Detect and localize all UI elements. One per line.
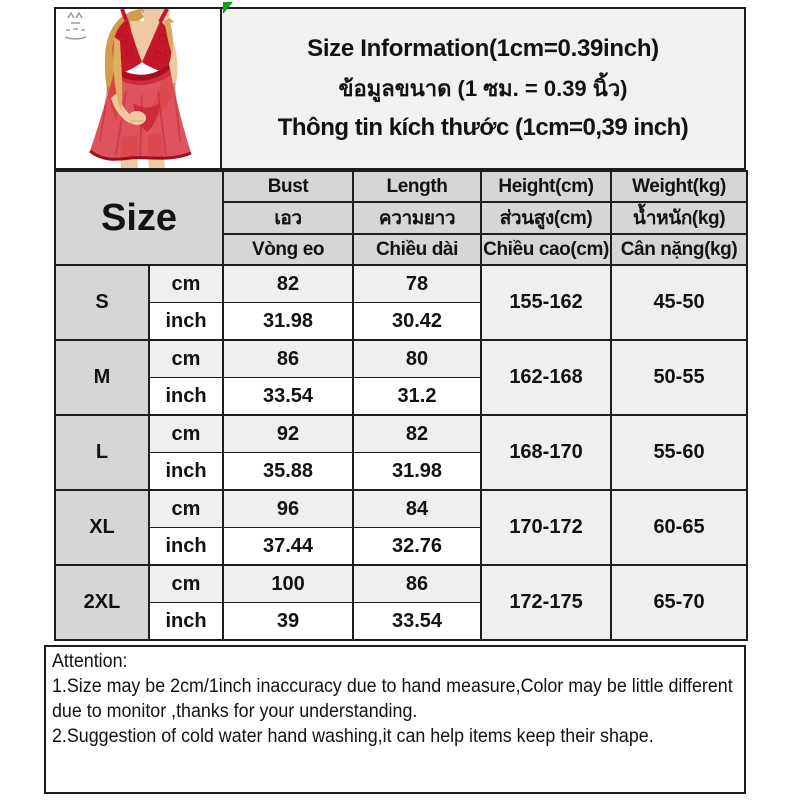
weight-value: 50-55 [611,340,747,415]
bust-inch-value: 35.88 [223,453,353,491]
size-label: 2XL [55,565,149,640]
unit-label-cm: cm [149,415,223,453]
col-header-bust-en: Bust [223,171,353,202]
weight-value: 55-60 [611,415,747,490]
length-cm-value: 80 [353,340,481,378]
bust-cm-value: 86 [223,340,353,378]
height-value: 172-175 [481,565,611,640]
size-info-title-block [222,7,746,170]
bust-cm-value: 100 [223,565,353,603]
size-label: XL [55,490,149,565]
attention-heading: Attention: [52,651,128,672]
unit-label-cm: cm [149,340,223,378]
col-header-weight-en: Weight(kg) [611,171,747,202]
col-header-length-en: Length [353,171,481,202]
unit-label-inch: inch [149,528,223,566]
unit-label-cm: cm [149,565,223,603]
unit-label-cm: cm [149,265,223,303]
length-inch-value: 32.76 [353,528,481,566]
height-value: 168-170 [481,415,611,490]
size-label: S [55,265,149,340]
bust-inch-value: 33.54 [223,378,353,416]
product-photo [54,7,222,170]
weight-value: 60-65 [611,490,747,565]
weight-value: 45-50 [611,265,747,340]
bust-cm-value: 92 [223,415,353,453]
title-line-english: Size Information(1cm=0.39inch) [307,35,659,62]
col-header-weight-vi: Cân nặng(kg) [611,234,747,265]
col-header-height-th: ส่วนสูง(cm) [481,202,611,234]
col-header-bust-th: เอว [223,202,353,234]
bust-cm-value: 82 [223,265,353,303]
size-label: L [55,415,149,490]
attention-note: 1.Size may be 2cm/1inch inaccuracy due to hand measure,Color may be little different due to monitor ,thanks for your understanding. [52,676,733,723]
col-header-height-en: Height(cm) [481,171,611,202]
weight-value: 65-70 [611,565,747,640]
bust-cm-value: 96 [223,490,353,528]
unit-label-inch: inch [149,453,223,491]
length-cm-value: 78 [353,265,481,303]
bust-inch-value: 31.98 [223,303,353,341]
unit-label-cm: cm [149,490,223,528]
length-inch-value: 30.42 [353,303,481,341]
height-value: 155-162 [481,265,611,340]
height-value: 162-168 [481,340,611,415]
bust-inch-value: 37.44 [223,528,353,566]
size-corner-header: Size [55,171,223,265]
unit-label-inch: inch [149,378,223,416]
model-illustration [56,9,220,168]
length-cm-value: 84 [353,490,481,528]
length-cm-value: 86 [353,565,481,603]
length-inch-value: 31.98 [353,453,481,491]
unit-label-inch: inch [149,303,223,341]
attention-note: 2.Suggestion of cold water hand washing,it can help items keep their shape. [52,726,654,748]
length-cm-value: 82 [353,415,481,453]
unit-label-inch: inch [149,603,223,641]
title-line-vietnamese: Thông tin kích thước (1cm=0,39 inch) [277,114,689,141]
length-inch-value: 33.54 [353,603,481,641]
length-inch-value: 31.2 [353,378,481,416]
title-line-thai: ข้อมูลขนาด (1 ซม. = 0.39 นิ้ว) [338,76,628,101]
height-value: 170-172 [481,490,611,565]
col-header-weight-th: น้ำหนัก(kg) [611,202,747,234]
attention-box [44,645,746,794]
size-table [54,170,748,641]
col-header-length-th: ความยาว [353,202,481,234]
col-header-height-vi: Chiều cao(cm) [481,234,611,265]
col-header-length-vi: Chiều dài [353,234,481,265]
size-label: M [55,340,149,415]
bust-inch-value: 39 [223,603,353,641]
col-header-bust-vi: Vòng eo [223,234,353,265]
